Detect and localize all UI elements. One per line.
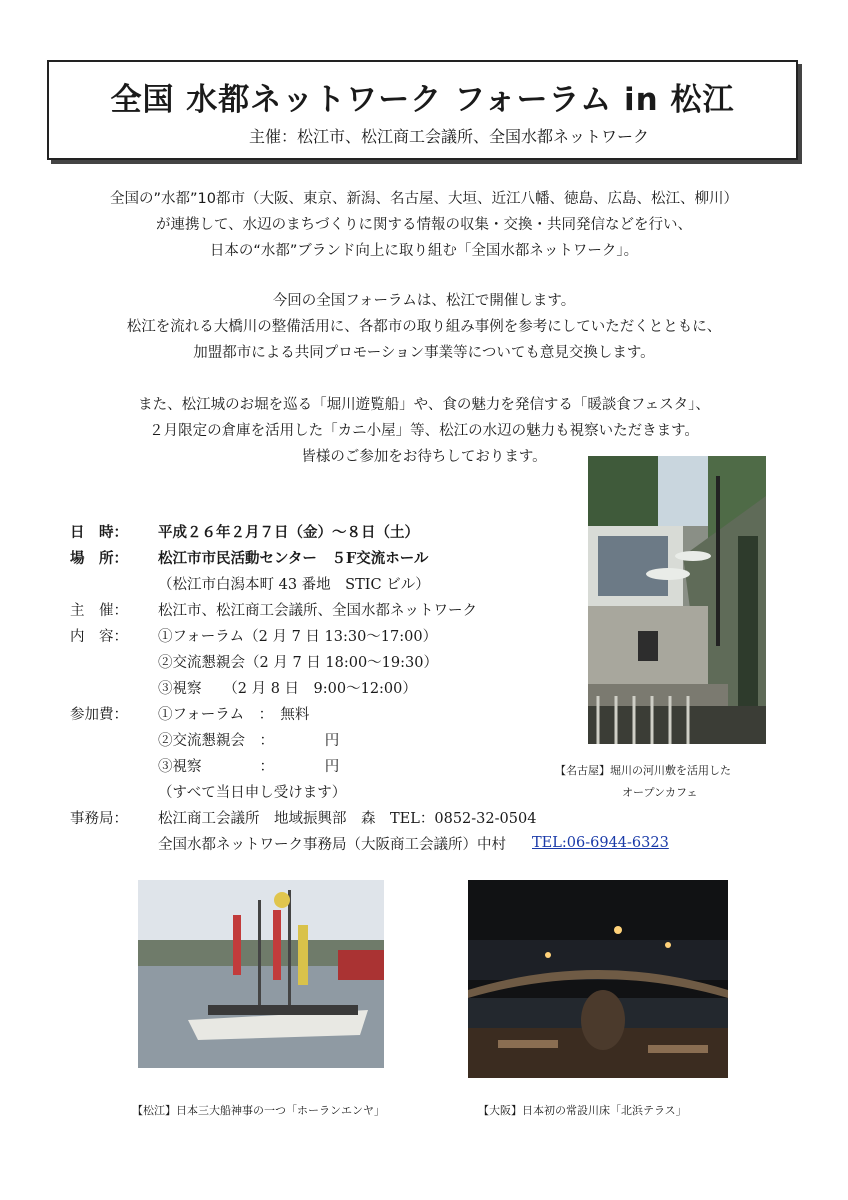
event-details [70, 518, 790, 856]
office-row [70, 804, 790, 830]
fee-item: ②交流懇親会 ： 円 [158, 732, 340, 749]
intro-line: また、松江城のお堀を巡る「堀川遊覧船」や、食の魅力を発信する「暖談食フェスタ」、 [138, 397, 710, 413]
intro-line: 皆様のご参加をお待ちしております。 [301, 449, 547, 465]
office-row-2 [70, 830, 790, 856]
intro-line: 加盟都市による共同プロモーション事業等についても意見交換します。 [193, 345, 655, 361]
office-contact-1: 松江商工会議所 地域振興部 森 TEL：0852-32-0504 [158, 810, 537, 827]
date-row [70, 518, 790, 544]
intro-paragraph-2 [40, 288, 808, 366]
fee-row [70, 700, 790, 726]
content-label: 内 容： [70, 628, 128, 645]
content-row [70, 622, 790, 648]
intro-line: が連携して、水辺のまちづくりに関する情報の収集・交換・共同発信などを行い、 [155, 217, 693, 233]
nagoya-caption-2: オープンカフェ [622, 786, 698, 799]
content-item: ②交流懇親会（2 月 7 日 18:00～19:30） [158, 654, 438, 671]
nagoya-caption: 【名古屋】堀川の河川敷を活用した [555, 764, 731, 777]
place-address: （松江市白潟本町 43 番地 STIC ビル） [158, 576, 430, 593]
fee-label: 参加費： [70, 706, 128, 723]
matsue-caption: 【松江】日本三大船神事の一つ「ホーランエンヤ」 [132, 1104, 385, 1117]
date-label: 日 時： [70, 523, 128, 541]
title-box [47, 60, 798, 160]
place-value: 松江市市民活動センター ５F交流ホール [158, 549, 429, 567]
date-value: 平成２６年２月７日（金）～８日（土） [158, 523, 419, 541]
intro-line: 全国の”水都”10都市（大阪、東京、新潟、名古屋、大垣、近江八幡、徳島、広島、松江、柳川） [110, 191, 738, 207]
osaka-terrace-photo [468, 880, 728, 1078]
intro-paragraph-1 [40, 186, 808, 264]
host-label: 主 催： [70, 602, 128, 619]
organizers-line: 主催：松江市、松江商工会議所、全国水都ネットワーク [249, 127, 650, 146]
content-item: ③視察 （2 月 8 日 9:00～12:00） [158, 680, 417, 697]
osaka-caption: 【大阪】日本初の常設川床「北浜テラス」 [478, 1104, 687, 1117]
intro-line: 日本の“水都”ブランド向上に取り組む「全国水都ネットワーク」。 [209, 243, 639, 259]
host-value: 松江市、松江商工会議所、全国水都ネットワーク [158, 602, 477, 619]
host-row [70, 596, 790, 622]
office-label: 事務局： [70, 810, 128, 827]
fee-item: ①フォーラム ： 無料 [158, 706, 310, 723]
intro-line: 松江を流れる大橋川の整備活用に、各都市の取り組み事例を参考にしていただくとともに、 [126, 319, 722, 335]
matsue-boat-photo [138, 880, 384, 1068]
fee-note: （すべて当日申し受けます） [158, 784, 347, 801]
intro-line: ２月限定の倉庫を活用した「カニ小屋」等、松江の水辺の魅力も視察いただきます。 [149, 423, 699, 439]
place-label: 場 所： [70, 549, 128, 567]
osaka-tel-link[interactable]: TEL:06-6944-6323 [532, 835, 669, 851]
content-item: ①フォーラム（2 月 7 日 13:30～17:00） [158, 628, 438, 645]
office-contact-2: 全国水都ネットワーク事務局（大阪商工会議所）中村 [158, 836, 506, 853]
intro-line: 今回の全国フォーラムは、松江で開催します。 [272, 293, 576, 309]
fee-item: ③視察 ： 円 [158, 758, 340, 775]
page-title: 全国 水都ネットワーク フォーラム in 松江 [110, 82, 735, 118]
place-row [70, 544, 790, 570]
